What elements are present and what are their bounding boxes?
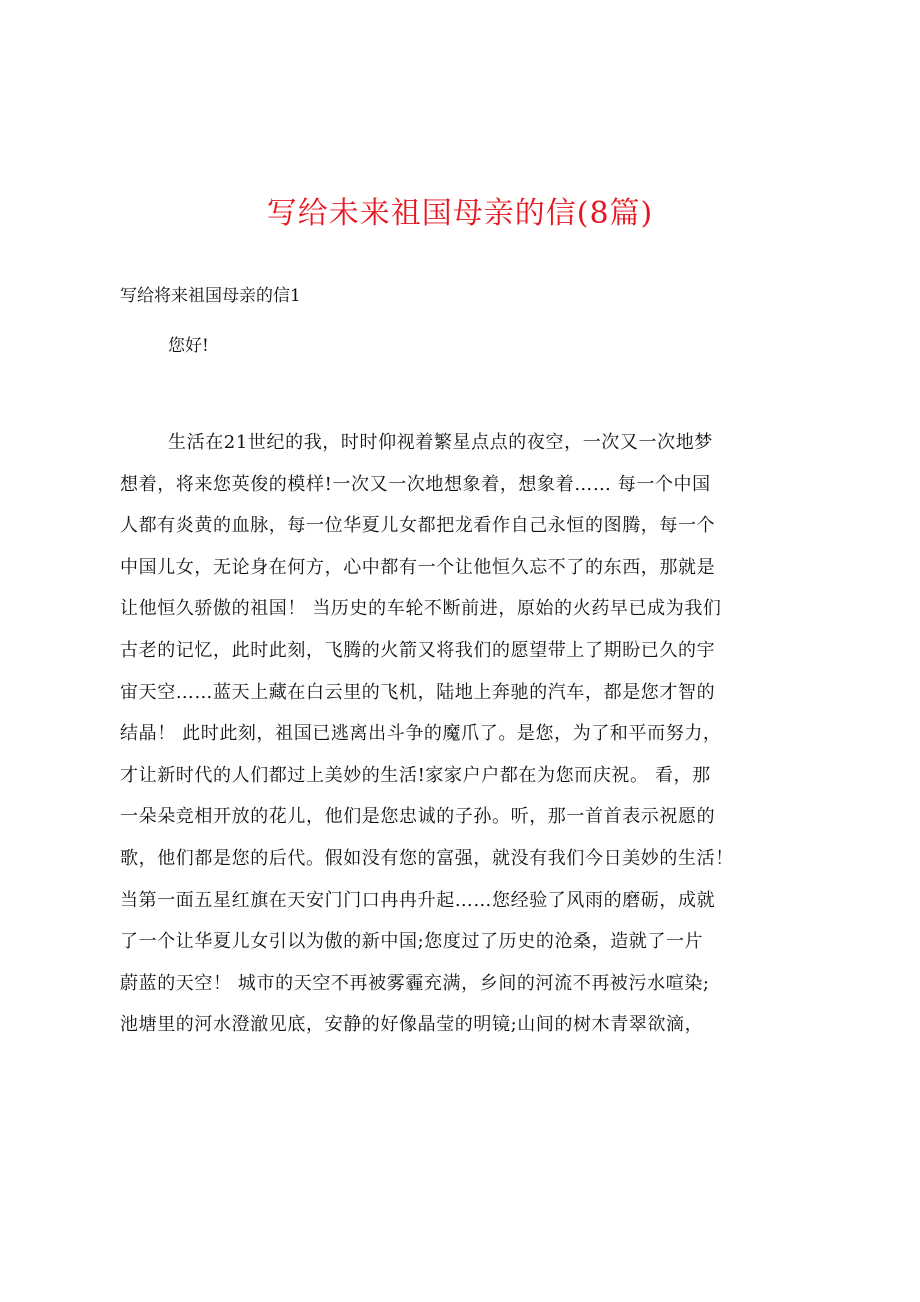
body-line: 结晶！ 此时此刻，祖国已逃离出斗争的魔爪了。是您，为了和平而努力，	[120, 723, 722, 745]
letter-greeting: 您好!	[168, 336, 209, 356]
body-line: 才让新时代的人们都过上美妙的生活!家家户户都在为您而庆祝。 看，那	[120, 764, 711, 786]
letter-heading: 写给将来祖国母亲的信1	[120, 286, 301, 306]
body-line: 想着，将来您英俊的模样!一次又一次地想象着，想象着…… 每一个中国	[120, 473, 711, 495]
body-line: 池塘里的河水澄澈见底，安静的好像晶莹的明镜;山间的树木青翠欲滴，	[120, 1014, 704, 1036]
body-line: 了一个让华夏儿女引以为傲的新中国;您度过了历史的沧桑，造就了一片	[120, 931, 704, 953]
body-line: 中国儿女，无论身在何方，心中都有一个让他恒久忘不了的东西，那就是	[120, 556, 716, 578]
document-title: 写给未来祖国母亲的信(8篇)	[266, 196, 654, 231]
letter-body	[120, 428, 810, 1052]
body-line: 生活在21世纪的我，时时仰视着繁星点点的夜空，一次又一次地梦	[168, 432, 713, 453]
body-line: 古老的记忆，此时此刻，飞腾的火箭又将我们的愿望带上了期盼已久的宇	[120, 639, 716, 661]
body-line: 宙天空……蓝天上藏在白云里的飞机，陆地上奔驰的汽车，都是您才智的	[120, 681, 716, 703]
body-line: 蔚蓝的天空！ 城市的天空不再被雾霾充满，乡间的河流不再被污水喧染;	[120, 972, 710, 994]
body-line: 一朵朵竞相开放的花儿，他们是您忠诚的子孙。听，那一首首表示祝愿的	[120, 806, 716, 828]
body-line: 当第一面五星红旗在天安门门口冉冉升起……您经验了风雨的磨砺，成就	[120, 889, 716, 911]
body-line: 人都有炎黄的血脉，每一位华夏儿女都把龙看作自己永恒的图腾，每一个	[120, 515, 716, 537]
body-line: 歌，他们都是您的后代。假如没有您的富强，就没有我们今日美妙的生活！	[120, 847, 734, 869]
body-line: 让他恒久骄傲的祖国！ 当历史的车轮不断前进，原始的火药早已成为我们	[120, 598, 722, 620]
